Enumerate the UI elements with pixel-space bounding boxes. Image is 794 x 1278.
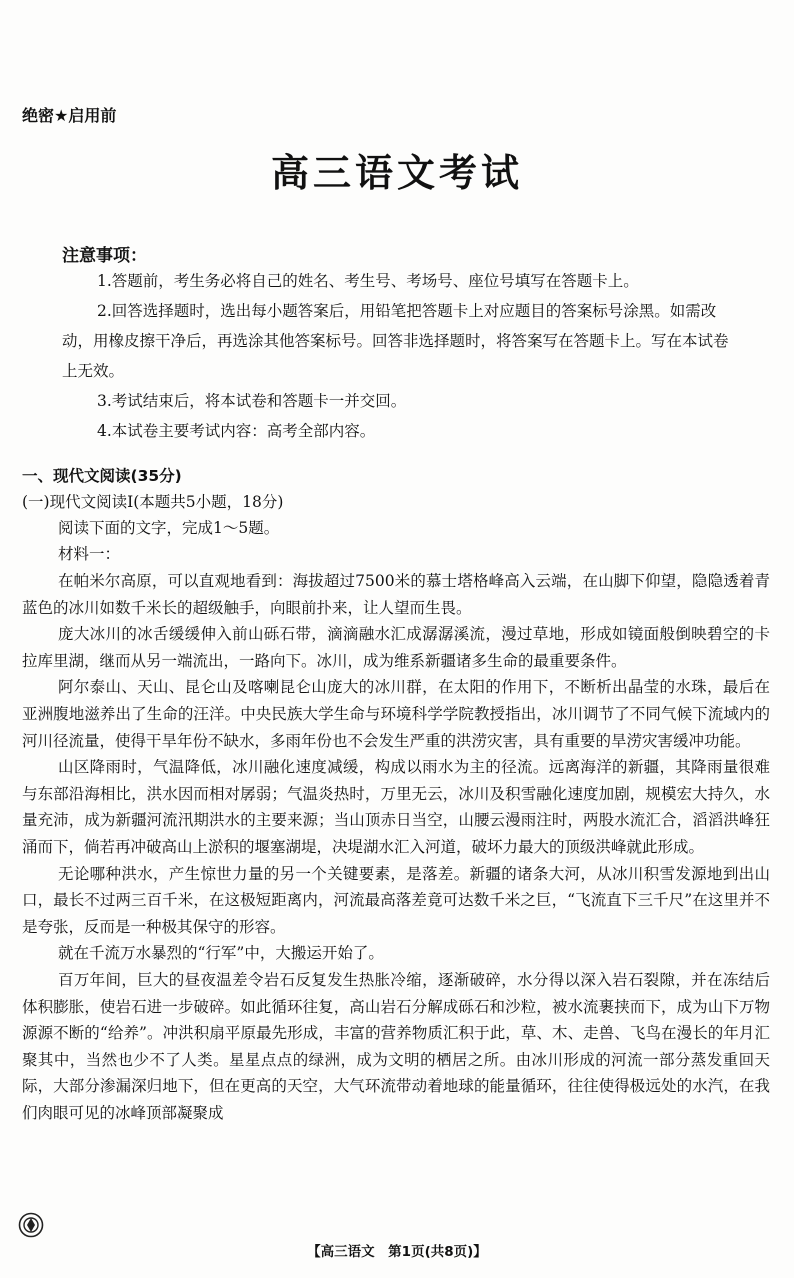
section-subtitle: (一)现代文阅读Ⅰ(本题共5小题，18分) (22, 493, 284, 511)
material-label: 材料一： (58, 545, 121, 563)
confidential-label: 绝密★启用前 (22, 106, 117, 125)
notice-heading: 注意事项： (62, 246, 147, 266)
publisher-logo-icon (18, 1212, 44, 1238)
article-paragraph: 庞大冰川的冰舌缓缓伸入前山砾石带，滴滴融水汇成潺潺溪流，漫过草地，形成如镜面般倒映碧空的卡拉库里湖，继而从另一端流出，一路向下。冰川，成为维系新疆诸多生命的最重要条件。 (22, 625, 770, 670)
notice-list (62, 266, 738, 446)
page-footer: 【高三语文 第1页(共8页)】 (307, 1244, 487, 1260)
article-paragraph: 百万年间，巨大的昼夜温差令岩石反复发生热胀冷缩，逐渐破碎，水分得以深入岩石裂隙，并在冻结后体积膨胀，使岩石进一步破碎。如此循环往复，高山岩石分解成砾石和沙粒，被水流裹挟而下，成为山下万物源源不断的“给养”。冲洪积扇平原最先形成，丰富的营养物质汇积于此，草、木、走兽、飞鸟在漫长的年月汇聚其中，当然也少不了人类。星星点点的绿洲，成为文明的栖居之所。由冰川形成的河流一部分蒸发重回天际，大部分渗漏深归地下，但在更高的天空，大气环流带动着地球的能量循环，往往使得极远处的水汽，在我们肉眼可见的冰峰顶部凝聚成 (22, 970, 770, 1122)
article-paragraph: 阿尔泰山、天山、昆仑山及喀喇昆仑山庞大的冰川群，在太阳的作用下，不断析出晶莹的水珠，最后在亚洲腹地滋养出了生命的汪洋。中央民族大学生命与环境科学学院教授指出，冰川调节了不同气候下流域内的河川径流量，使得干旱年份不缺水，多雨年份也不会发生严重的洪涝灾害，具有重要的旱涝灾害缓冲功能。 (22, 678, 770, 750)
notice-item: 4.本试卷主要考试内容：高考全部内容。 (97, 422, 376, 440)
notice-item: 3.考试结束后，将本试卷和答题卡一并交回。 (97, 392, 407, 410)
notice-item: 1.答题前，考生务必将自己的姓名、考生号、考场号、座位号填写在答题卡上。 (97, 272, 639, 290)
notice-item: 2.回答选择题时，选出每小题答案后，用铅笔把答题卡上对应题目的答案标号涂黑。如需改动，用橡皮擦干净后，再选涂其他答案标号。回答非选择题时，将答案写在答题卡上。写在本试卷上无效。 (62, 302, 729, 380)
reading-instruction: 阅读下面的文字，完成1～5题。 (58, 519, 280, 537)
article-paragraph: 在帕米尔高原，可以直观地看到：海拔超过7500米的慕士塔格峰高入云端，在山脚下仰望，隐隐透着青蓝色的冰川如数千米长的超级触手，向眼前扑来，让人望而生畏。 (22, 572, 770, 617)
article-paragraph: 就在千流万水暴烈的“行军”中，大搬运开始了。 (58, 944, 384, 963)
article-paragraph: 山区降雨时，气温降低，冰川融化速度减缓，构成以雨水为主的径流。远离海洋的新疆，其降雨量很难与东部沿海相比，洪水因而相对孱弱；气温炎热时，万里无云，冰川及积雪融化速度加剧，规模宏大持久，水量充沛，成为新疆河流汛期洪水的主要来源；当山顶赤日当空，山腰云漫雨注时，两股水流汇合，滔滔洪峰狂涌而下，倘若再冲破高山上淤积的堰塞湖堤，决堤湖水汇入河道，破坏力最大的顶级洪峰就此形成。 (22, 758, 770, 856)
article-paragraph: 无论哪种洪水，产生惊世力量的另一个关键要素，是落差。新疆的诸条大河，从冰川积雪发源地到出山口，最长不过两三百千米，在这极短距离内，河流最高落差竟可达数千米之巨，“飞流直下三千尺”在这里并不是夸张，反而是一种极其保守的形容。 (22, 864, 770, 936)
exam-title: 高三语文考试 (270, 151, 523, 195)
article-body (22, 568, 770, 1126)
section-title: 一、现代文阅读(35分) (22, 467, 182, 485)
